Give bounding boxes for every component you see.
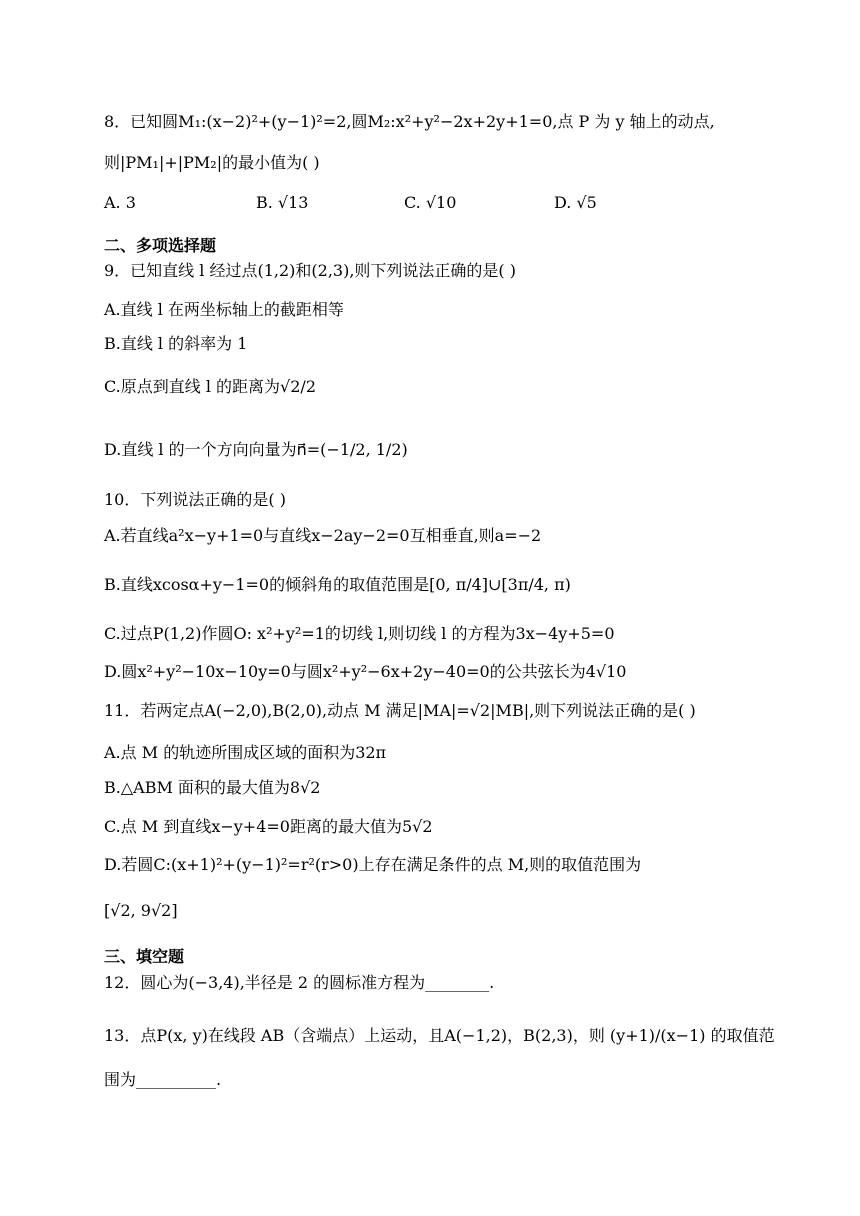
q12-stem: 12．圆心为(−3,4),半径是 2 的圆标准方程为________.	[104, 973, 495, 992]
q8-option-d: D. √5	[554, 193, 597, 212]
q9-option-d: D.直线 l 的一个方向向量为n⃗=(−1/2, 1/2)	[104, 440, 408, 459]
q11-option-d-range: [√2, 9√2]	[104, 901, 178, 920]
q9-stem: 9．已知直线 l 经过点(1,2)和(2,3),则下列说法正确的是( )	[104, 261, 516, 280]
q13-line2: 围为__________.	[104, 1070, 222, 1089]
q9-option-a: A.直线 l 在两坐标轴上的截距相等	[104, 300, 344, 319]
q10-option-b: B.直线xcosα+y−1=0的倾斜角的取值范围是[0, π/4]∪[3π/4, π)	[104, 575, 571, 594]
q10-option-d: D.圆x²+y²−10x−10y=0与圆x²+y²−6x+2y−40=0的公共弦长为4√10	[104, 662, 627, 681]
q8-line2: 则|PM₁|+|PM₂|的最小值为( )	[104, 153, 320, 172]
section-heading-fill-in: 三、填空题	[104, 947, 185, 966]
q11-option-b: B.△ABM 面积的最大值为8√2	[104, 778, 321, 797]
q8-line1: 8．已知圆M₁:(x−2)²+(y−1)²=2,圆M₂:x²+y²−2x+2y+1=0,点 P 为 y 轴上的动点,	[104, 112, 715, 131]
q9-option-b: B.直线 l 的斜率为 1	[104, 334, 248, 353]
section-heading-multiple-choice: 二、多项选择题	[104, 236, 217, 255]
q10-option-a: A.若直线a²x−y+1=0与直线x−2ay−2=0互相垂直,则a=−2	[104, 526, 542, 545]
q13-line1: 13．点P(x, y)在线段 AB（含端点）上运动，且A(−1,2)，B(2,3)，则 (y+1)/(x−1) 的取值范	[104, 1026, 775, 1045]
q11-option-a: A.点 M 的轨迹所围成区域的面积为32π	[104, 743, 387, 762]
q11-option-c: C.点 M 到直线x−y+4=0距离的最大值为5√2	[104, 817, 433, 836]
q9-option-c: C.原点到直线 l 的距离为√2/2	[104, 377, 316, 396]
q8-option-b: B. √13	[256, 193, 309, 212]
q10-option-c: C.过点P(1,2)作圆O: x²+y²=1的切线 l,则切线 l 的方程为3x−4y+5=0	[104, 624, 615, 643]
q8-option-a: A. 3	[104, 193, 136, 212]
q8-option-c: C. √10	[404, 193, 457, 212]
q11-option-d: D.若圆C:(x+1)²+(y−1)²=r²(r>0)上存在满足条件的点 M,则的取值范围为	[104, 855, 642, 874]
q10-stem: 10．下列说法正确的是( )	[104, 490, 286, 509]
q11-stem: 11．若两定点A(−2,0),B(2,0),动点 M 满足|MA|=√2|MB|,则下列说法正确的是( )	[104, 701, 696, 720]
